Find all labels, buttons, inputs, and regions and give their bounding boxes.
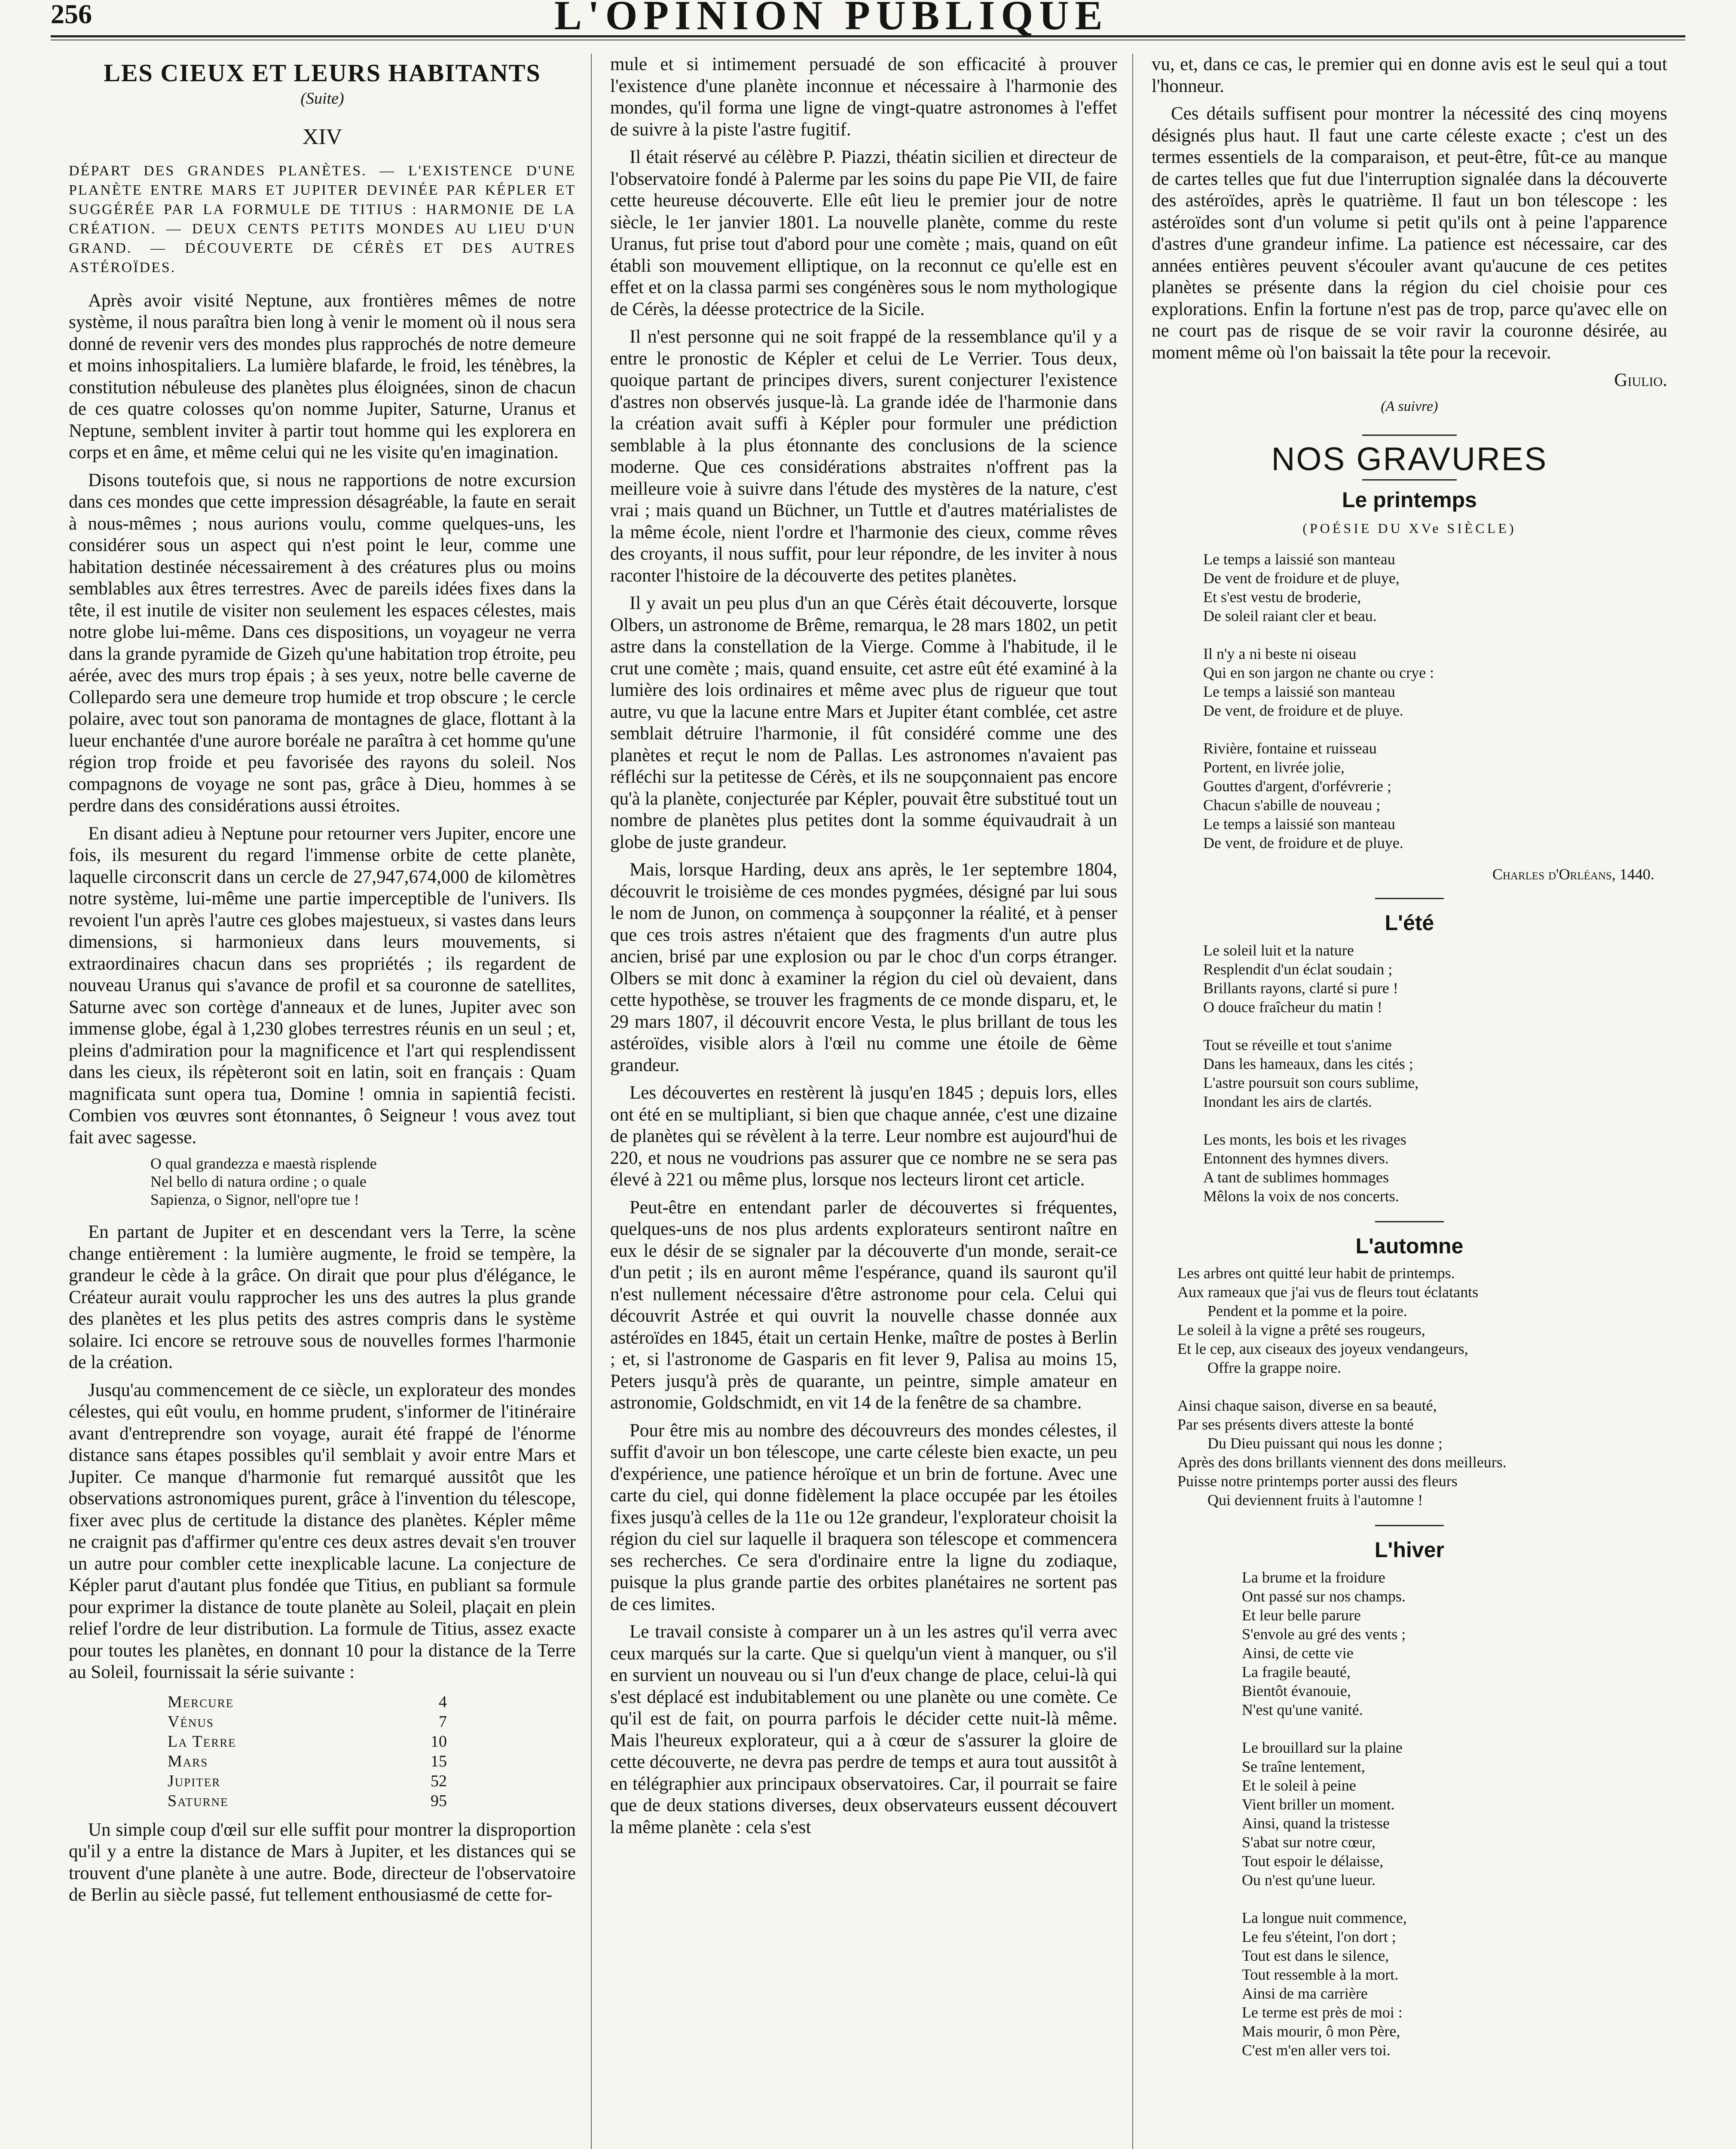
paragraph: Jusqu'au commencement de ce siècle, un explorateur des mondes célestes, qui eût voulu, en homme prudent, s'informer de l'itinéraire avant d'entreprendre son voyage, aurait été frappé de l'énorme distance sans étapes possibles qu'il semblait y avoir entre Mars et Jupiter. Ce manque d'harmonie fut remarqué aussitôt que les observations astronomiques purent, grâce à l'invention du télescope, fixer avec plus de certitude la distance des planètes. Képler même ne craignit pas d'affirmer qu'entre ces deux astres devait s'en trouver un autre pour combler cette inexplicable lacune. La conjecture de Képler parut d'autant plus fondée que Titius, en publiant sa formule pour exprimer la distance de toute planète au Soleil, plaçait en plein relief l'ordre de leur distribution. La formule de Titius, assez exacte pour toutes les planètes, en donnant 10 pour la distance de la Terre au Soleil, fournissait la série suivante :	[69, 1380, 576, 1682]
poem-line: Dans les hameaux, dans les cités ;	[1203, 1055, 1413, 1072]
paragraph: Il n'est personne qui ne soit frappé de la ressemblance qu'il y a entre le pronostic de Képler et celui de Le Verrier. Tous deux, quoique partant de principes divers, surent conjecturer l'existence d'astres non observés jusque-là. La grande idée de l'harmonie dans la création avait suffi à Képler pour formuler une prédiction semblable à la plus étonnante des conclusions de la science moderne. Que ces considérations abstraites n'offrent pas la meilleure voie à suivre dans l'étude des mystères de la nature, c'est vrai ; mais quand un Büchner, un Tuttle et d'autres matérialistes de la même école, nient l'ordre et l'harmonie des cieux, comme rêves des croyants, il nous suffit, pour leur répondre, de les inviter à nous raconter l'histoire de la découverte des petites planètes.	[610, 327, 1117, 586]
poem-line: Tout est dans le silence,	[1242, 1947, 1389, 1964]
poem-line: Le feu s'éteint, l'on dort ;	[1242, 1928, 1396, 1945]
poem-divider	[1375, 1525, 1444, 1526]
poem-line: N'est qu'une vanité.	[1242, 1701, 1363, 1718]
table-row	[168, 1712, 447, 1732]
table-row	[168, 1791, 447, 1811]
poem-line: Resplendit d'un éclat soudain ;	[1203, 960, 1393, 978]
planet-distance: 7	[439, 1712, 447, 1731]
planet-distance: 52	[431, 1772, 447, 1790]
poem-line: Tout ressemble à la mort.	[1242, 1965, 1399, 1983]
signature: Giulio.	[1614, 370, 1667, 390]
poem-line: S'envole au gré des vents ;	[1242, 1625, 1406, 1643]
planet-name: Mercure	[168, 1693, 234, 1711]
quote-line: Sapienza, o Signor, nell'opre tue !	[150, 1191, 359, 1208]
poem-title-ete: L'été	[1385, 911, 1434, 935]
column-1	[69, 54, 576, 1912]
poem-line: Les arbres ont quitté leur habit de printemps.	[1177, 1264, 1455, 1282]
paragraph: Mais, lorsque Harding, deux ans après, le 1er septembre 1804, découvrit le troisième de ces mondes pygmées, désigné par lui sous le nom de Junon, on commença à soupçonner la réalité, et à penser que ces trois astres n'étaient que des fragments d'un autre plus ancien, brisé par une explosion ou par le choc d'un corps étranger. Olbers se mit donc à examiner la région du ciel où devaient, dans cette hypothèse, se trouver les fragments de ce monde disparu, et, le 29 mars 1807, il découvrit encore Vesta, le plus brillant de tous les astéroïdes, visible alors à l'œil nu comme une étoile de 6ème grandeur.	[610, 860, 1117, 1075]
planet-name: Jupiter	[168, 1772, 221, 1790]
continued-note: (A suivre)	[1381, 398, 1438, 414]
poem-line: Aux rameaux que j'ai vus de fleurs tout éclatants	[1177, 1283, 1479, 1301]
paragraph: Pour être mis au nombre des découvreurs des mondes célestes, il suffit d'avoir un bon télescope, une carte céleste bien exacte, un peu d'expérience, une patience héroïque et un brin de fortune. Avec une carte du ciel, qui donne fidèlement la place occupée par les étoiles fixes jusqu'à celles de la 11e ou 12e grandeur, l'explorateur choisit la région du ciel sur laquelle il braquera son télescope et commencera ses recherches. Ce sera d'ordinaire entre la ligne du zodiaque, puisque la plus grande partie des orbites planétaires ne sortent pas de ces limites.	[610, 1420, 1117, 1614]
poem-hiver	[1152, 1568, 1667, 2060]
paragraph: Le travail consiste à comparer un à un les astres qu'il verra avec ceux marqués sur la carte. Que si quelqu'un vient à manquer, ou s'il en survient un nouveau ou si l'un d'eux change de place, celui-là qui s'est déplacé est indubitablement ou une planète ou une comète. Ce qu'il est de fait, on pourra parfois le décider cette nuit-là même. Mais l'heureux explorateur, qui a à cœur de s'assurer la gloire de cette découverte, ne devra pas perdre de temps et aura tout aussitôt à en télégraphier aux principaux observatoires. Car, il pourrait se faire que de deux stations diverses, deux observateurs eussent découvert la même planète : cela s'est	[610, 1622, 1117, 1837]
paragraph: vu, et, dans ce cas, le premier qui en donne avis est le seul qui a tout l'honneur.	[1152, 54, 1667, 96]
poem-line: Inondant les airs de clartés.	[1203, 1093, 1372, 1110]
paragraph: Un simple coup d'œil sur elle suffit pour montrer la disproportion qu'il y a entre la distance de Mars à Jupiter, et les distances qui se trouvent d'une planète à une autre. Bode, directeur de l'observatoire de Berlin au siècle passé, fut tellement enthousiasmé de cette for-	[69, 1819, 576, 1905]
poem-line: Vient briller un moment.	[1242, 1795, 1395, 1813]
italian-quote	[150, 1154, 576, 1209]
column-rule-1	[591, 54, 592, 2149]
poem-line: Ou n'est qu'une lueur.	[1242, 1871, 1375, 1889]
poem-line: Après des dons brillants viennent des dons meilleurs.	[1177, 1454, 1507, 1471]
chapter-number: XIV	[302, 125, 342, 149]
poem-line: Bientôt évanouie,	[1242, 1682, 1351, 1699]
poem-subtitle: (POÉSIE DU XVe SIÈCLE)	[1302, 520, 1516, 536]
poem-line: Les monts, les bois et les rivages	[1203, 1130, 1406, 1148]
poem-line: De vent de froidure et de pluye,	[1203, 569, 1400, 587]
column-3	[1152, 54, 1667, 2075]
poem-line: De soleil raiant cler et beau.	[1203, 607, 1377, 624]
poem-line: Le terme est près de moi :	[1242, 2003, 1403, 2021]
paragraph: Ces détails suffisent pour montrer la nécessité des cinq moyens désignés plus haut. Il faut une carte céleste exacte ; c'est un des termes essentiels de la comparaison, et peut-être, fût-ce au manque de cartes telles que fut due l'interruption signalée dans la découverte des astéroïdes, après le quatrième. Il faut un bon télescope : les astéroïdes sont d'un volume si petit qu'ils ont à peine l'apparence d'astres d'une grandeur infime. La patience est nécessaire, car des années entières peuvent s'écouler avant qu'aucune de ces petites planètes se présente dans la région du ciel choisie pour ces explorations. Enfin la fortune n'est pas de trop, parce qu'avec elle on ne court pas de risque de se voir ravir la couronne désirée, au moment même où l'on baissait la tête pour la recevoir.	[1152, 104, 1667, 363]
planet-name: La Terre	[168, 1732, 236, 1751]
poem-line: Du Dieu puissant qui nous les donne ;	[1207, 1435, 1443, 1452]
poem-line: De vent, de froidure et de pluye.	[1203, 701, 1403, 719]
poem-line: Brillants rayons, clarté si pure !	[1203, 979, 1398, 997]
planet-distance: 15	[431, 1752, 447, 1770]
poem-line: Il n'y a ni beste ni oiseau	[1203, 645, 1357, 662]
poem-line: Le temps a laissié son manteau	[1203, 550, 1395, 568]
poem-line: De vent, de froidure et de pluye.	[1203, 834, 1403, 851]
paragraph: Il y avait un peu plus d'un an que Cérès était découverte, lorsque Olbers, un astronome de Brême, remarqua, le 28 mars 1802, un petit astre dans la constellation de la Vierge. Comme à l'habitude, il le crut une comète ; mais, quand ensuite, cet astre eût été examiné à la lumière des lois ordinaires et même avec plus de rigueur que tout autre, vu que la lacune entre Mars et Jupiter étant comblée, cet astre semblait détruire l'harmonie, il fût considéré comme une des planètes et reçut le nom de Pallas. Les astronomes n'avaient pas réfléchi sur la petitesse de Cérès, et ils ne soupçonnaient pas encore qu'à la planète, conjecturée par Képler, pouvait être substitué tout un nombre de planètes plus petites dont la somme équivaudrait à un globe de juste grandeur.	[610, 593, 1117, 852]
paragraph: En disant adieu à Neptune pour retourner vers Jupiter, encore une fois, ils mesurent du regard l'immense orbite de cette planète, laquelle circonscrit dans un cercle de 27,947,674,000 de kilomètres notre système, lui-même une partie imperceptible de l'univers. Ils revoient l'un après l'autre ces globes majestueux, si vastes dans leurs dimensions, si harmonieux dans leurs mouvements, si extraordinaires chacun dans ses propriétés ; ils regardent de nouveau Uranus qui s'avance de profil et sa couronne de satellites, Saturne avec son cortège d'anneaux et de lunes, Jupiter avec son immense globe, égal à 1,230 globes terrestres réunis en un seul ; et, pleins d'admiration pour la magnificence et l'art qui resplendissent dans les cieux, ils répèteront soit en latin, soit en français : Quam magnificata sunt opera tua, Domine ! omnia in sapientiâ fecisti. Combien vos œuvres sont étonnantes, ô Seigneur ! vous avez tout fait avec sagesse.	[69, 823, 576, 1148]
planet-name: Mars	[168, 1752, 208, 1770]
poem-line: Ainsi, de cette vie	[1242, 1644, 1354, 1662]
poem-line: La longue nuit commence,	[1242, 1909, 1407, 1926]
poem-ete	[1152, 941, 1667, 1206]
poem-line: La fragile beauté,	[1242, 1663, 1351, 1681]
poem-line: L'astre poursuit son cours sublime,	[1203, 1074, 1419, 1091]
poem-line: Par ses présents divers atteste la bonté	[1177, 1416, 1414, 1433]
poem-line: C'est m'en aller vers toi.	[1242, 2041, 1391, 2059]
poem-line: Pendent et la pomme et la poire.	[1207, 1302, 1407, 1319]
poem-line: Mais mourir, ô mon Père,	[1242, 2022, 1400, 2040]
article-subtitle: (Suite)	[300, 89, 344, 107]
journal-title: L'OPINION PUBLIQUE	[554, 0, 1109, 38]
poem-line: Tout se réveille et tout s'anime	[1203, 1036, 1392, 1053]
poem-line: Tout espoir le délaisse,	[1242, 1852, 1384, 1870]
poem-line: Qui en son jargon ne chante ou crye :	[1203, 664, 1434, 681]
poem-title-printemps: Le printemps	[1342, 487, 1477, 512]
poem-line: O douce fraîcheur du matin !	[1203, 998, 1382, 1016]
article-title: LES CIEUX ET LEURS HABITANTS	[104, 59, 541, 87]
quote-line: Nel bello di natura ordine ; o quale	[150, 1173, 367, 1190]
poem-title-automne: L'automne	[1355, 1234, 1464, 1258]
table-row	[168, 1771, 447, 1791]
table-row	[168, 1732, 447, 1751]
poem-line: Portent, en livrée jolie,	[1203, 758, 1345, 776]
poem-line: S'abat sur notre cœur,	[1242, 1833, 1375, 1851]
poem-line: Offre la grappe noire.	[1207, 1359, 1342, 1376]
poem-line: Entonnent des hymnes divers.	[1203, 1149, 1389, 1167]
poem-divider	[1375, 1221, 1444, 1222]
poem-line: Ainsi, quand la tristesse	[1242, 1814, 1390, 1832]
poem-printemps	[1152, 550, 1667, 852]
quote-line: O qual grandezza e maestà risplende	[150, 1155, 377, 1172]
title-underline	[1362, 479, 1457, 481]
poem-line: Le brouillard sur la plaine	[1242, 1739, 1403, 1756]
table-row	[168, 1751, 447, 1771]
masthead-rule	[51, 35, 1685, 37]
page-number: 256	[51, 0, 92, 29]
paragraph: Après avoir visité Neptune, aux frontières mêmes de notre système, il nous paraîtra bien long à venir le moment où il nous sera donné de revenir vers des mondes plus rapprochés de notre demeure et moins inhospitaliers. La lumière blafarde, le froid, les ténèbres, la constitution nébuleuse des planètes plus éloignées, sinon de chacun de ces quatre colosses qu'on nomme Jupiter, Saturne, Uranus et Neptune, semblent inviter à partir tout homme qui les explorera en corps et en âme, et même celui qui ne les visite qu'en imagination.	[69, 290, 576, 462]
poem-divider	[1375, 898, 1444, 899]
poem-line: Puisse notre printemps porter aussi des fleurs	[1177, 1472, 1458, 1490]
poem-line: Et s'est vestu de broderie,	[1203, 588, 1361, 606]
poem-line: Qui deviennent fruits à l'automne !	[1207, 1491, 1423, 1509]
paragraph: Disons toutefois que, si nous ne rapportions de notre excursion dans ces mondes que cette impression désagréable, la faute en serait à nous-mêmes ; nous aurions voulu, comme quelques-uns, les considérer sous un aspect qui n'est point le leur, comme une habitation destinée nécessairement à des créatures plus ou moins semblables aux êtres terrestres. Avec de pareils idées fixes dans la tête, il est inutile de visiter non seulement les espaces célestes, mais notre globe lui-même. Dans ces dispositions, un voyageur ne verra dans la grande pyramide de Gizeh qu'une habitation trop étroite, peu aérée, avec des murs trop épais ; à ses yeux, notre belle caverne de Collepardo sera une demeure trop humide et trop obscure ; le cercle polaire, avec tout son panorama de montagnes de glace, flottant à la lueur enchantée d'une aurore boréale ne paraîtra à cet homme qu'une région trop froide et peu favorisée des rayons du soleil. Nos compagnons de voyage ne sont pas, grâce à Dieu, hommes à se perdre dans des considérations aussi étroites.	[69, 470, 576, 816]
paragraph: mule et si intimement persuadé de son efficacité à prouver l'existence d'une planète inconnue et nécessaire à l'harmonie des mondes, qu'il forma une ligne de vingt-quatre astronomes à l'effet de suivre à la piste l'astre fugitif.	[610, 54, 1117, 140]
poem-line: La brume et la froidure	[1242, 1568, 1385, 1586]
paragraph: Il était réservé au célèbre P. Piazzi, théatin sicilien et directeur de l'observatoire fondé à Palerme par les soins du pape Pie VII, de faire cette heureuse découverte. Elle eût lieu le premier jour de notre siècle, le 1er janvier 1801. La nouvelle planète, comme du reste Uranus, fut prise tout d'abord pour une comète ; mais, quand on eût établi son mouvement elliptique, on la reconnut ce qu'elle est en effet et on la classa parmi ses congénères sous le nom mythologique de Cérès, la déesse protectrice de la Sicile.	[610, 147, 1117, 319]
gravures-title: NOS GRAVURES	[1271, 441, 1548, 478]
poem-line: Ainsi chaque saison, diverse en sa beauté,	[1177, 1397, 1437, 1414]
poem-title-hiver: L'hiver	[1375, 1538, 1444, 1562]
table-row	[168, 1692, 447, 1712]
poem-attribution: Charles d'Orléans, 1440.	[1492, 865, 1654, 883]
poem-line: Le soleil luit et la nature	[1203, 941, 1354, 959]
paragraph: En partant de Jupiter et en descendant vers la Terre, la scène change entièrement : la lumière augmente, le froid se tempère, la grandeur le cède à la grâce. On dirait que pour plus d'élégance, le Créateur aurait voulu rapprocher les uns des autres la plus grande des planètes et les plus petits des astres compris dans le système solaire. Ici encore se retrouve sous de nouvelles formes l'harmonie de la création.	[69, 1222, 576, 1372]
poem-automne	[1152, 1264, 1667, 1509]
poem-line: Ont passé sur nos champs.	[1242, 1587, 1406, 1605]
poem-line: Et le soleil à peine	[1242, 1776, 1356, 1794]
poem-line: Le soleil à la vigne a prêté ses rougeurs,	[1177, 1321, 1425, 1338]
poem-line: Chacun s'abille de nouveau ;	[1203, 796, 1381, 814]
paragraph: Peut-être en entendant parler de découvertes si fréquentes, quelques-uns de nos plus ardents explorateurs sentiront naître en eux le désir de se signaler par la découverte d'un monde, serait-ce d'un petit ; ils en auront même l'espérance, quand ils sauront qu'il n'est nullement nécessaire d'être astronome pour cela. Celui qui découvrit Astrée et qui ouvrit la nouvelle chasse donnée aux astéroïdes en 1845, était un certain Henke, maître de postes à Berlin ; et, si l'astronome de Gasparis en fit lever 9, Palisa au moins 15, Peters jusqu'à près de quarante, un peintre, simple amateur en astronomie, Goldschmidt, en vit 14 de la fenêtre de sa chambre.	[610, 1197, 1117, 1413]
poem-line: Le temps a laissié son manteau	[1203, 683, 1395, 700]
poem-line: Ainsi de ma carrière	[1242, 1984, 1368, 2002]
planet-name: Vénus	[168, 1712, 214, 1731]
planet-distance: 10	[431, 1732, 447, 1751]
poem-line: Mêlons la voix de nos concerts.	[1203, 1187, 1399, 1205]
poem-line: Le temps a laissié son manteau	[1203, 815, 1395, 833]
column-rule-2	[1132, 54, 1133, 2149]
poem-line: Et le cep, aux ciseaux des joyeux vendangeurs,	[1177, 1340, 1468, 1357]
section-divider	[1362, 435, 1457, 436]
poem-line: Gouttes d'argent, d'orfévrerie ;	[1203, 777, 1392, 795]
chapter-summary: DÉPART DES GRANDES PLANÈTES. — L'EXISTENCE D'UNE PLANÈTE ENTRE MARS ET JUPITER DEVINÉE PAR KÉPLER ET SUGGÉRÉE PAR LA FORMULE DE TITIUS : HARMONIE DE LA CRÉATION. — DEUX CENTS PETITS MONDES AU LIEU D'UN GRAND. — DÉCOUVERTE DE CÉRÈS ET DES AUTRES ASTÉROÏDES.	[69, 162, 576, 276]
column-2	[610, 54, 1117, 1844]
planet-distance: 4	[439, 1693, 447, 1711]
poem-line: A tant de sublimes hommages	[1203, 1168, 1389, 1186]
poem-line: Et leur belle parure	[1242, 1606, 1361, 1624]
masthead	[0, 0, 1736, 40]
planet-distance: 95	[431, 1791, 447, 1810]
poem-line: Se traîne lentement,	[1242, 1757, 1365, 1775]
paragraph: Les découvertes en restèrent là jusqu'en 1845 ; depuis lors, elles ont été en se multipliant, si bien que chaque année, c'est une dizaine de planètes qui se révèlent à la terre. Leur nombre est aujourd'hui de 220, et nous ne voudrions pas assurer que ce nombre ne se sera pas élevé à 221 ou même plus, lorsque nos lecteurs liront cet article.	[610, 1083, 1117, 1190]
titius-table	[168, 1692, 447, 1811]
poem-line: Rivière, fontaine et ruisseau	[1203, 739, 1377, 757]
planet-name: Saturne	[168, 1791, 229, 1810]
